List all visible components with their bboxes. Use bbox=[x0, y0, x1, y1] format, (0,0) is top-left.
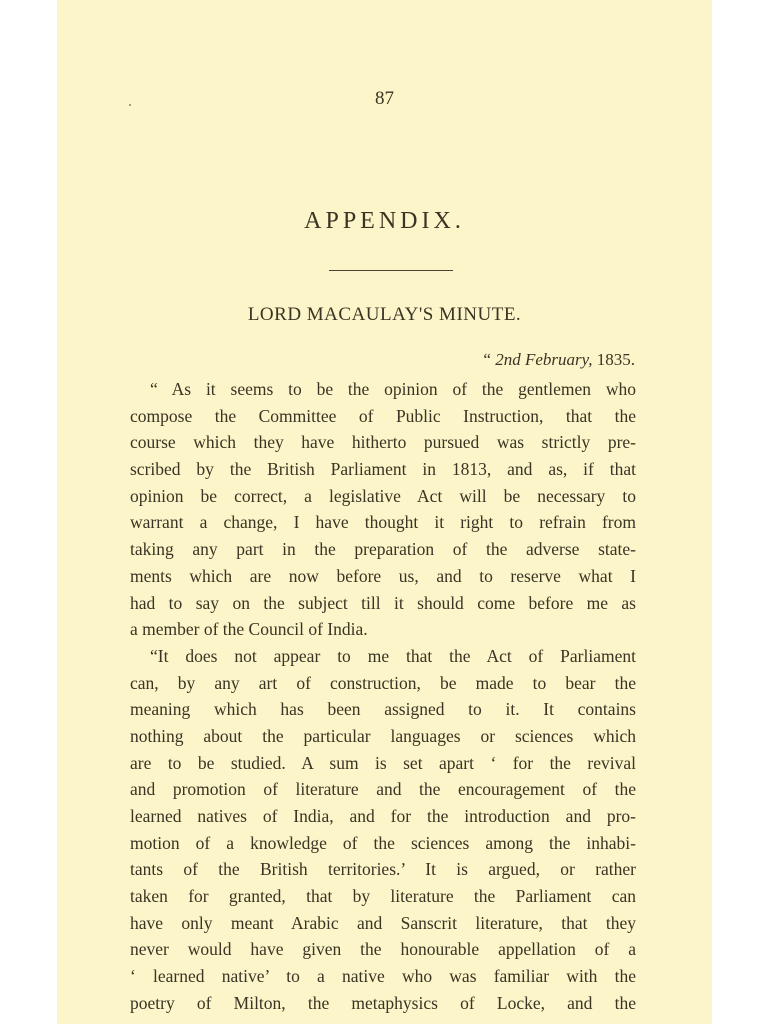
date-text: 2nd February, bbox=[495, 350, 593, 369]
text-line: nothing about the particular languages or sciences which bbox=[130, 725, 636, 746]
text-line: course which they have hitherto pursued was strictly pre- bbox=[130, 432, 636, 453]
text-line: “It does not appear to me that the Act of Parliament bbox=[150, 645, 636, 666]
text-line: never would have given the honourable appellation of a bbox=[130, 939, 636, 960]
minute-title: LORD MACAULAY'S MINUTE. bbox=[247, 304, 522, 325]
text-line: tants of the British territories.’ It is argued, or rather bbox=[130, 859, 636, 880]
text-line: meaning which has been assigned to it. It contains bbox=[130, 699, 636, 720]
text-line: ‘ learned native’ to a native who was familiar with the bbox=[130, 966, 636, 987]
date-open-quote: “ bbox=[483, 350, 491, 369]
text-line: motion of a knowledge of the sciences among the inhabi- bbox=[130, 832, 636, 853]
text-line: can, by any art of construction, be made to bear the bbox=[130, 672, 636, 693]
heading-rule bbox=[329, 270, 453, 271]
text-line: had to say on the subject till it should come before me as bbox=[130, 592, 636, 613]
text-line: “ As it seems to be the opinion of the gentlemen who bbox=[150, 379, 636, 399]
text-line: warrant a change, I have thought it right to refrain from bbox=[130, 512, 636, 533]
text-line: learned natives of India, and for the introduction and pro- bbox=[130, 806, 636, 826]
text-line: a member of the Council of India. bbox=[130, 619, 368, 640]
minute-body bbox=[130, 376, 636, 1017]
text-line: are to be studied. A sum is set apart ‘ for the revival bbox=[130, 752, 636, 773]
text-line: poetry of Milton, the metaphysics of Locke, and the bbox=[130, 992, 636, 1013]
text-line: have only meant Arabic and Sanscrit literature, that they bbox=[130, 912, 636, 933]
text-line: ments which are now before us, and to reserve what I bbox=[130, 565, 636, 586]
text-line: and promotion of literature and the encouragement of the bbox=[130, 779, 636, 800]
text-line: compose the Committee of Public Instruction, that the bbox=[130, 405, 636, 426]
appendix-heading: APPENDIX. bbox=[304, 208, 465, 234]
date-line bbox=[257, 350, 635, 370]
page-number: 87 bbox=[375, 88, 394, 109]
book-page bbox=[57, 0, 712, 1024]
text-line: taking any part in the preparation of the adverse state- bbox=[130, 539, 636, 560]
text-line: opinion be correct, a legislative Act will be necessary to bbox=[130, 485, 636, 506]
text-line: taken for granted, that by literature the Parliament can bbox=[130, 886, 636, 907]
text-line: scribed by the British Parliament in 1813, and as, if that bbox=[130, 459, 636, 480]
date-year: 1835. bbox=[596, 350, 635, 369]
